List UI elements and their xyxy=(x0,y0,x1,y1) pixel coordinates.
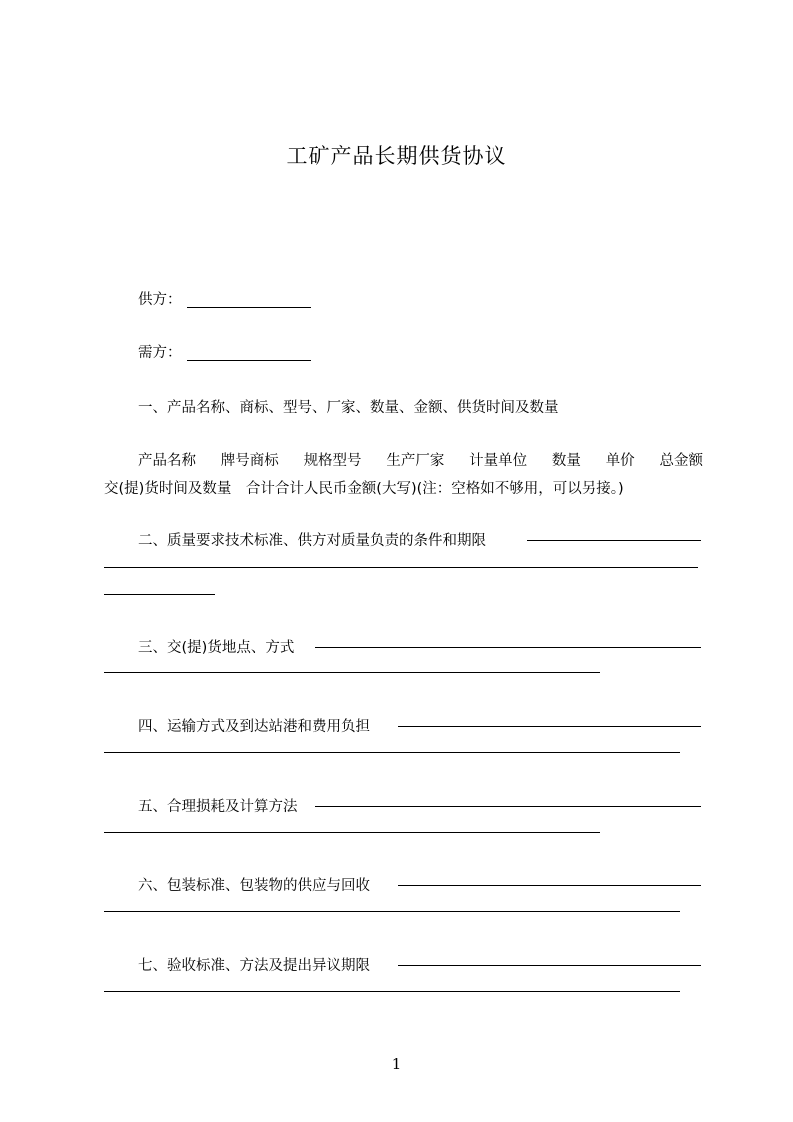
section-3-fill-line-2 xyxy=(104,672,600,673)
section-4-fill-line-2 xyxy=(104,752,680,753)
product-table-header-row xyxy=(138,451,703,471)
section-2-heading: 二、质量要求技术标准、供方对质量负责的条件和期限 xyxy=(138,533,486,549)
section-1-heading: 一、产品名称、商标、型号、厂家、数量、金额、供货时间及数量 xyxy=(138,400,559,416)
section-5-fill-line-2 xyxy=(104,832,600,833)
section-2-fill-line-3 xyxy=(104,594,215,595)
buyer-blank-line xyxy=(187,360,311,361)
header-brand: 牌号商标 xyxy=(220,453,279,469)
buyer-label: 需方： xyxy=(138,345,182,361)
header-model: 规格型号 xyxy=(303,453,362,469)
section-2-fill-line-1 xyxy=(527,540,701,541)
header-product-name: 产品名称 xyxy=(138,453,196,469)
section-7-fill-line-1 xyxy=(398,965,701,966)
section-1-second-line: 交(提)货时间及数量 合计合计人民币金额(大写)(注：空格如不够用，可以另接。) xyxy=(104,481,624,497)
supplier-label: 供方： xyxy=(138,292,182,308)
section-4-fill-line-1 xyxy=(398,726,701,727)
section-5-fill-line-1 xyxy=(315,806,701,807)
header-unit: 计量单位 xyxy=(469,453,528,469)
section-6-fill-line-1 xyxy=(398,885,701,886)
header-quantity: 数量 xyxy=(551,453,581,469)
supplier-blank-line xyxy=(187,307,311,308)
section-5-heading: 五、合理损耗及计算方法 xyxy=(138,799,298,815)
document-title: 工矿产品长期供货协议 xyxy=(286,144,507,168)
page-number: 1 xyxy=(391,1055,402,1073)
section-2-fill-line-2 xyxy=(104,567,698,568)
section-3-heading: 三、交(提)货地点、方式 xyxy=(138,640,295,656)
section-7-fill-line-2 xyxy=(104,991,680,992)
header-unit-price: 单价 xyxy=(605,453,635,469)
header-manufacturer: 生产厂家 xyxy=(386,453,445,469)
section-7-heading: 七、验收标准、方法及提出异议期限 xyxy=(138,958,370,974)
header-total-amount: 总金额 xyxy=(659,453,703,469)
section-3-fill-line-1 xyxy=(315,647,701,648)
section-6-heading: 六、包装标准、包装物的供应与回收 xyxy=(138,878,370,894)
section-4-heading: 四、运输方式及到达站港和费用负担 xyxy=(138,719,370,735)
section-6-fill-line-2 xyxy=(104,911,680,912)
